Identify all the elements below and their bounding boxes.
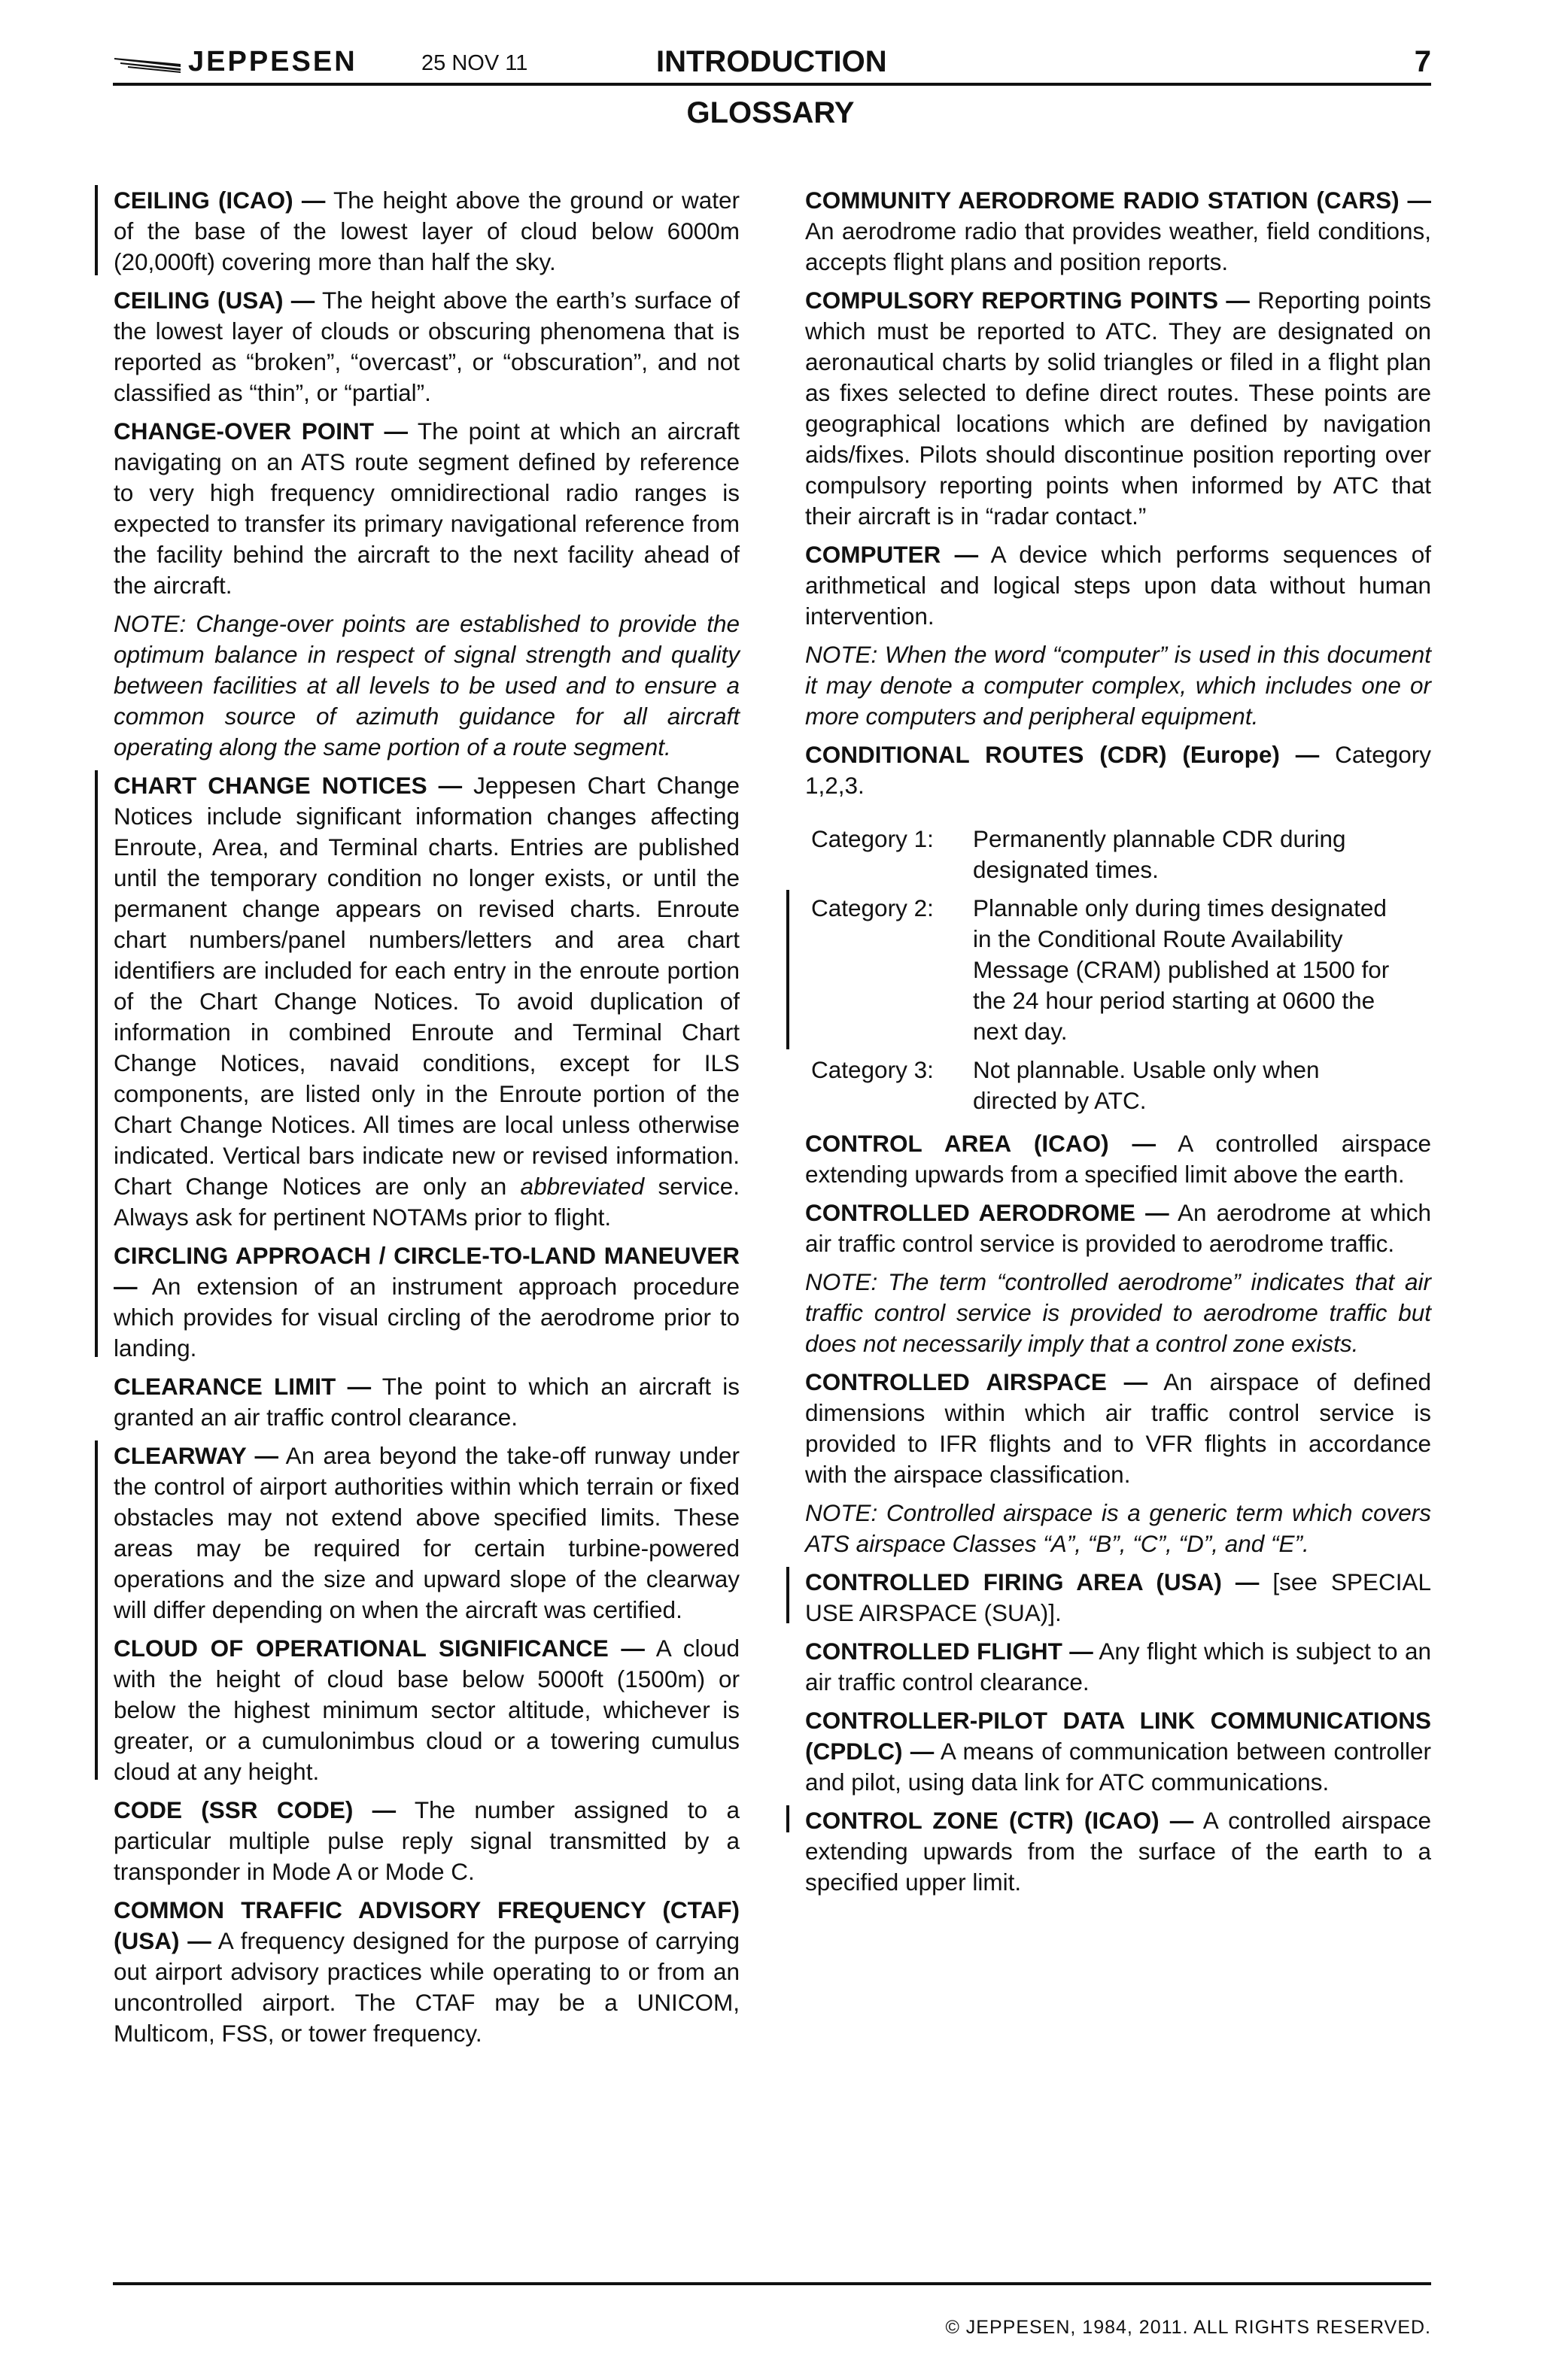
entry-text: Category 1,2,3. [805,741,1431,799]
jeppesen-logo [113,47,357,77]
entry-term: CHANGE-OVER POINT — [114,417,408,445]
entry-term: CONDITIONAL ROUTES (CDR) (Europe) — [805,741,1320,768]
revision-bar [786,1567,789,1623]
revision-bar [95,185,98,275]
entry-note: NOTE: Controlled airspace is a generic term which covers ATS airspace Classes “A”, “B”, “C”, “D”, and “E”. [805,1499,1431,1557]
glossary-entry-compulsory-reporting-points [805,285,1431,532]
entry-term: CONTROL ZONE (CTR) (ICAO) — [805,1807,1194,1834]
glossary-entry-computer [805,539,1431,632]
header-date: 25 NOV 11 [421,51,528,75]
glossary-entry-change-over-point [114,416,740,601]
entry-text: service. Always ask for pertinent NOTAMs prior to flight. [114,1173,740,1231]
category-description: Not plannable. Usable only when directed by ATC. [973,1056,1320,1114]
category-table [805,824,1431,1116]
page-number: 7 [1414,45,1431,78]
glossary-entry-control-area [805,1128,1431,1190]
glossary-title: GLOSSARY [686,96,855,129]
category-row [805,824,1431,885]
glossary-entry-clearway [114,1440,740,1626]
entry-term: COMMUNITY AERODROME RADIO STATION (CARS) — [805,187,1431,214]
entry-term: CONTROLLER-PILOT DATA LINK COMMUNICATIONS (CPDLC) — [805,1707,1431,1765]
revision-bar [95,1440,98,1655]
revision-bar [95,1240,98,1301]
entry-term: CONTROL AREA (ICAO) — [805,1130,1157,1157]
category-label: Category 2: [811,894,934,921]
brand-name: JEPPESEN [188,45,357,77]
left-column [114,185,740,2057]
entry-term: COMMON TRAFFIC ADVISORY FREQUENCY (CTAF) (USA) — [114,1896,740,1954]
right-column [805,185,1431,1905]
category-label: Category 1: [811,825,934,852]
entry-term: CONTROLLED FIRING AREA (USA) — [805,1568,1260,1595]
entry-text: [see SPECIAL USE AIRSPACE (SUA)]. [805,1568,1431,1626]
entry-text: A device which performs sequences of arithmetical and logical steps upon data without human intervention. [805,541,1432,630]
revision-bar [786,1805,789,1832]
category-description: Permanently plannable CDR during designated times. [973,825,1346,883]
glossary-entry-code [114,1795,740,1887]
revision-bar [786,890,789,1049]
glossary-entry-controlled-aerodrome [805,1198,1431,1259]
entry-text: An airspace of defined dimensions within which air traffic control service is provided to IFR flights and to VFR flights in accordance with the airspace classification. [805,1368,1431,1488]
entry-note: NOTE: The term “controlled aerodrome” indicates that air traffic control service is provided to aerodrome traffic but does not necessarily imply that a control zone exists. [805,1268,1431,1357]
copyright-notice: © JEPPESEN, 1984, 2011. ALL RIGHTS RESERVED. [945,2317,1431,2338]
entry-text: A controlled airspace extending upwards from the surface of the earth to a specified upper limit. [805,1807,1431,1896]
glossary-entry-circling-approach [114,1240,740,1364]
glossary-entry-controlled-flight [805,1636,1431,1698]
entry-term: CLOUD OF OPERATIONAL SIGNIFICANCE — [114,1635,645,1662]
glossary-entry-chart-change-notices [114,770,740,1233]
jeppesen-swoosh-icon [113,50,182,73]
entry-term: CONTROLLED AERODROME — [805,1199,1169,1226]
glossary-entry-cars [805,185,1431,278]
revision-bar [95,1633,98,1780]
category-description: Plannable only during times designated in the Conditional Route Availability Message (CRAM) published at 1500 for the 24 hour period starting at 0600 the next day. [973,894,1390,1045]
entry-text: The number assigned to a particular multiple pulse reply signal transmitted by a transponder in Mode A or Mode C. [114,1796,740,1885]
entry-text: The height above the earth’s surface of the lowest layer of clouds or obscuring phenomena that is reported as “broken”, “overcast”, or “obscuration”, and not classified as “thin”, or “partial”. [114,287,740,406]
entry-term: CEILING (USA) — [114,287,315,314]
entry-text: The height above the ground or water of the base of the lowest layer of cloud below 6000m (20,000ft) covering more than half the sky. [114,187,740,275]
category-row [805,893,1431,1047]
footer-rule [113,2282,1431,2285]
entry-term: CIRCLING APPROACH / CIRCLE-TO-LAND MANEUVER — [114,1242,740,1300]
entry-text: Any flight which is subject to an air traffic control clearance. [805,1638,1431,1695]
entry-text: An aerodrome radio that provides weather, field conditions, accepts flight plans and position reports. [805,217,1431,275]
glossary-entry-clearance-limit [114,1371,740,1433]
entry-text: A controlled airspace extending upwards from a specified limit above the earth. [805,1130,1431,1188]
glossary-entry-ceiling-usa [114,285,740,408]
category-row [805,1055,1431,1116]
entry-text: The point at which an aircraft navigating on an ATS route segment defined by reference to very high frequency omnidirectional radio ranges is expected to transfer its primary navigational reference from the facility behind the aircraft to the next facility ahead of the aircraft. [114,417,740,599]
entry-term: CONTROLLED FLIGHT — [805,1638,1093,1665]
entry-term: CLEARWAY — [114,1442,279,1469]
entry-text: A means of communication between controller and pilot, using data link for ATC communications. [805,1738,1431,1796]
entry-text: A cloud with the height of cloud base below 5000ft (1500m) or below the highest minimum sector altitude, whichever is greater, or a cumulonimbus cloud or a towering cumulus cloud at any height. [114,1635,740,1785]
entry-term: CHART CHANGE NOTICES — [114,772,463,799]
entry-text: The point to which an aircraft is granted an air traffic control clearance. [114,1373,740,1431]
glossary-entry-controlled-firing-area [805,1567,1431,1629]
entry-term: COMPULSORY REPORTING POINTS — [805,287,1250,314]
glossary-entry-ctaf [114,1895,740,2049]
entry-term: CODE (SSR CODE) — [114,1796,397,1823]
entry-text: An area beyond the take-off runway under the control of airport authorities within which terrain or fixed obstacles may not extend above specified limits. These areas may be required for certain turbine-powered operations and the size and upward slope of the clearway will differ depending on when the aircraft was certified. [114,1442,740,1623]
entry-text: Reporting points which must be reported to ATC. They are designated on aeronautical charts by solid triangles or filed in a flight plan as fixes selected to define direct routes. These points are geographical locations which are defined by navigation aids/fixes. Pilots should discontinue position reporting over compulsory reporting points when informed by ATC that their aircraft is in “radar contact.” [805,287,1431,530]
entry-term: COMPUTER — [805,541,979,568]
entry-note: NOTE: When the word “computer” is used in this document it may denote a computer complex, which includes one or more computers and peripheral equipment. [805,641,1431,730]
entry-text: A frequency designed for the purpose of carrying out airport advisory practices while operating to or from an uncontrolled airport. The CTAF may be a UNICOM, Multicom, FSS, or tower frequency. [114,1927,740,2047]
category-label: Category 3: [811,1056,934,1083]
glossary-entry-cloud-of-operational-significance [114,1633,740,1787]
glossary-entry-cpdlc [805,1705,1431,1798]
entry-term: CONTROLLED AIRSPACE — [805,1368,1148,1395]
entry-emphasis: abbreviated [520,1173,645,1200]
glossary-entry-controlled-airspace [805,1367,1431,1490]
header-section: INTRODUCTION [656,45,887,78]
entry-text: An aerodrome at which air traffic control service is provided to aerodrome traffic. [805,1199,1432,1257]
glossary-entry-control-zone [805,1805,1431,1898]
entry-note: NOTE: Change-over points are established to provide the optimum balance in respect of signal strength and quality between facilities at all levels to be used and to ensure a common source of azimuth guidance for all aircraft operating along the same portion of a route segment. [114,610,740,760]
entry-term: CEILING (ICAO) — [114,187,326,214]
entry-text: Jeppesen Chart Change Notices include significant information changes affecting Enroute, Area, and Terminal charts. Entries are published until the temporary condition no longer exists, or until the permanent change appears on revised charts. Enroute chart numbers/panel numbers/letters and area chart identifiers are included for each entry in the enroute portion of the Chart Change Notices. To avoid duplication of information in combined Enroute and Terminal Chart Change Notices, navaid conditions, except for ILS components, are listed only in the Enroute portion of the Chart Change Notices. All times are local unless otherwise indicated. Vertical bars indicate new or revised information. Chart Change Notices are only an [114,772,740,1200]
glossary-entry-ceiling-icao [114,185,740,278]
entry-text: An extension of an instrument approach procedure which provides for visual circling of the aerodrome prior to landing. [114,1273,740,1362]
entry-term: CLEARANCE LIMIT — [114,1373,372,1400]
glossary-entry-conditional-routes [805,739,1431,801]
page-header [113,42,1431,86]
